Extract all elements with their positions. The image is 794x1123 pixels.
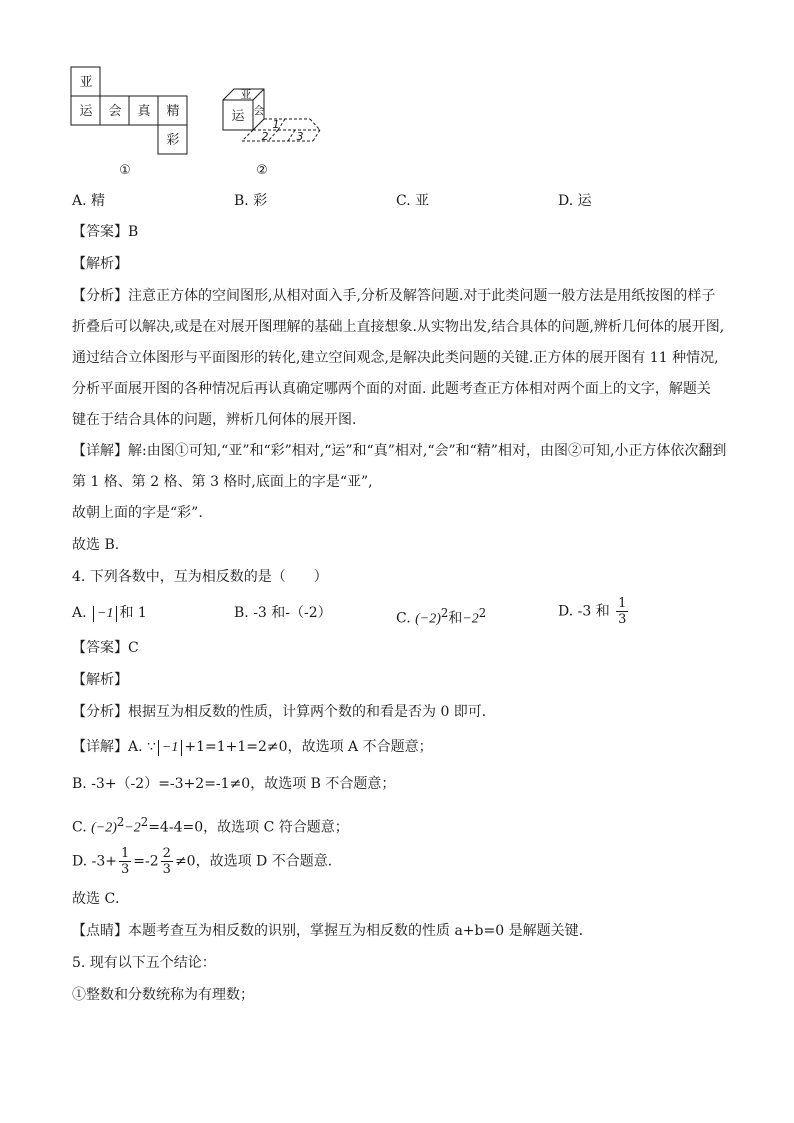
q4-detail-b: B. -3+（-2）=-3+2=-1≠0，故选项 B 不合题意； [72, 776, 396, 792]
fraction-numerator: 2 [162, 846, 171, 861]
q5-item-1: ①整数和分数统称为有理数； [72, 987, 254, 1003]
q3-detail-line-4: 故选 B. [72, 537, 120, 553]
cube-net-figure [70, 66, 195, 178]
grid-cell-3: 3 [296, 130, 304, 143]
q3-option-b: B. 彩 [234, 193, 268, 209]
q4-option-c-expr1: (−2) [415, 611, 441, 627]
q4-option-b: B. -3 和-（-2） [234, 605, 332, 621]
q4-answer: 【答案】C [72, 640, 139, 656]
q4-option-c-mid: 和 [448, 610, 463, 627]
q4-detail-c-exp1: 2 [116, 815, 125, 829]
q4-detail-c-mid: −2 [124, 820, 141, 836]
q3-analysis-line-2: 折叠后可以解决,或是在对展开图理解的基础上直接想象.从实物出发,结合具体的问题,辨析几何体的展开图, [72, 319, 725, 335]
net-cell-jing: 精 [166, 104, 180, 119]
q4-detail-d [72, 846, 342, 877]
fraction-denominator: 3 [618, 612, 627, 627]
fraction-denominator: 3 [162, 862, 171, 877]
q4-option-c-expr2: −2 [462, 611, 479, 627]
q4-option-c-label: C. [396, 610, 411, 627]
q3-answer: 【答案】B [72, 224, 139, 240]
q4-option-d [558, 596, 630, 627]
fraction-denominator: 3 [121, 862, 130, 877]
q4-option-a-abs: −1 [93, 606, 117, 622]
q4-detail-a [72, 737, 433, 757]
net-cell-ya: 亚 [79, 75, 93, 90]
q4-detail-c [72, 812, 349, 839]
cube-face-side: 会 [253, 104, 265, 117]
figure1-caption: ① [119, 163, 131, 178]
q4-detail-c-pre: C. [72, 819, 87, 836]
q4-detail-d-pre: D. -3+ [72, 853, 117, 870]
q4-option-a-label: A. [72, 605, 87, 621]
q4-detail-d-fraction-1 [119, 846, 131, 877]
net-cell-cai: 彩 [166, 133, 180, 148]
cube-roll-figure [220, 84, 335, 178]
fraction-numerator: 1 [618, 596, 627, 611]
q4-option-d-label: D. -3 和 [558, 603, 610, 620]
q3-option-c: C. 亚 [396, 193, 430, 209]
q4-detail-c-post: =4-4=0，故选项 C 符合题意； [148, 819, 349, 836]
q3-analysis-line-5: 键在于结合具体的问题，辨析几何体的展开图. [72, 412, 357, 428]
q5-stem: 5. 现有以下五个结论： [72, 955, 216, 971]
q4-detail-d-mid: =-2 [133, 853, 159, 870]
q3-detail-line-3: 故朝上面的字是“彩”. [72, 505, 203, 521]
q4-option-c-exp1: 2 [440, 606, 449, 620]
q4-option-a-rest: 和 1 [119, 605, 147, 621]
q3-analysis-line-1: 【分析】注意正方体的空间图形,从相对面入手,分析及解答问题.对于此类问题一般方法是用纸按图的样子 [72, 288, 716, 304]
q4-choose: 故选 C． [72, 891, 130, 907]
q3-detail-line-1: 【详解】解:由图①可知,“亚”和“彩”相对,“运”和“真”相对,“会”和“精”相对，由图②可知,小正方体依次翻到 [72, 443, 727, 459]
q4-detail-d-post: ≠0，故选项 D 不合题意． [174, 853, 342, 870]
cube-face-top: 亚 [240, 88, 252, 101]
q4-detail-a-abs: −1 [158, 740, 182, 756]
figure2-caption: ② [256, 163, 268, 178]
grid-cell-2: 2 [261, 130, 269, 143]
q4-dianjing: 【点睛】本题考查互为相反数的识别，掌握互为相反数的性质 a+b=0 是解题关键． [72, 923, 593, 939]
q4-option-c [396, 603, 486, 630]
q4-option-d-fraction [616, 596, 628, 627]
q3-jiexi-heading: 【解析】 [72, 256, 128, 272]
net-cell-hui: 会 [108, 104, 122, 119]
q4-detail-c-exp2: 2 [140, 815, 149, 829]
q4-detail-c-expr: (−2) [91, 820, 117, 836]
q4-stem: 4. 下列各数中，互为相反数的是（ ） [72, 569, 328, 585]
q3-option-a: A. 精 [72, 193, 106, 209]
net-cell-zhen: 真 [137, 104, 151, 119]
net-cell-yun: 运 [79, 104, 93, 119]
q4-detail-a-post: +1=1+1=2≠0，故选项 A 不合题意； [184, 739, 433, 755]
q3-analysis-line-4: 分析平面展开图的各种情况后再认真确定哪两个面的对面. 此题考查正方体相对两个面上的文字，解题关 [72, 381, 711, 397]
q3-analysis-line-3: 通过结合立体图形与平面图形的转化,建立空间观念,是解决此类问题的关键.正方体的展开图有 11 种情况, [72, 350, 719, 366]
fraction-numerator: 1 [121, 846, 130, 861]
q3-option-d: D. 运 [558, 193, 592, 209]
grid-cell-1: 1 [272, 118, 280, 131]
q4-detail-a-pre: 【详解】A. ∵ [72, 739, 156, 755]
q4-option-c-exp2: 2 [478, 606, 487, 620]
q4-detail-d-fraction-2 [161, 846, 173, 877]
q4-jiexi-heading: 【解析】 [72, 672, 128, 688]
q4-analysis: 【分析】根据互为相反数的性质，计算两个数的和看是否为 0 即可． [72, 704, 496, 720]
q3-detail-line-2: 第 1 格、第 2 格、第 3 格时,底面上的字是“亚”, [72, 474, 373, 490]
q4-option-a [72, 603, 147, 623]
cube-face-front: 运 [231, 109, 245, 124]
